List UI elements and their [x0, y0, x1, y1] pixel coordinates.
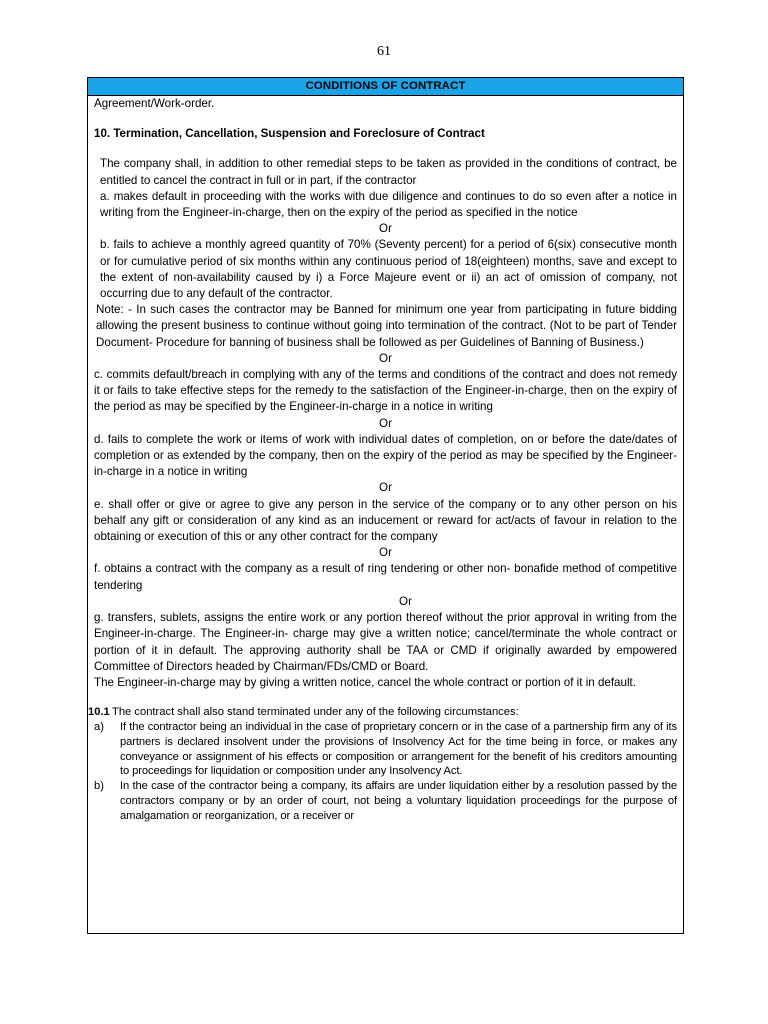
clause-a: a. makes default in proceeding with the works with due diligence and continues to do so even after a notice in writing from the Engineer-in-charge, then on the expiry of the period as specified in the notice — [100, 189, 677, 220]
or-separator: Or — [379, 222, 392, 236]
document-content — [88, 96, 683, 823]
closing-paragraph: The Engineer-in-charge may by giving a written notice, cancel the whole contract or portion of it in default. — [94, 675, 636, 689]
section-heading: 10. Termination, Cancellation, Suspension and Foreclosure of Contract — [94, 127, 485, 141]
clause-b: b. fails to achieve a monthly agreed quantity of 70% (Seventy percent) for a period of 6(six) consecutive month or for cumulative period of six months within any continuous period of 18(eighteen) months, save and except to the extent of non-availability caused by i) a Force Majeure event or ii) an act of omission of company, not occurring due to any default of the contractor. — [100, 238, 677, 301]
clause-c: c. commits default/breach in complying with any of the terms and conditions of the contract and does not remedy it or fails to take effective steps for the remedy to the satisfaction of the Engineer-in-charge, then on the expiry of the period as may be specified by the Engineer-in-charge in a notice in writing — [94, 368, 677, 414]
clause-f: f. obtains a contract with the company as a result of ring tendering or other non- bonafide method of competitive tendering — [94, 562, 677, 592]
note-paragraph: Note: - In such cases the contractor may be Banned for minimum one year from participating in future bidding allowing the present business to continue without going into termination of the contract. (Not to be part of Tender Document- Procedure for banning of business shall be followed as per Guidelines of Banning of Business.) — [96, 303, 677, 349]
or-separator: Or — [399, 594, 412, 608]
list-item-text: In the case of the contractor being a company, its affairs are under liquidation either by a resolution passed by the contractors company or by an order of court, not being a voluntary liquidation proceedings for the purpose of amalgamation or reorganization, or a receiver or — [120, 780, 677, 822]
clause-e: e. shall offer or give or agree to give any person in the service of the company or to any other person on his behalf any gift or consideration of any kind as an inducement or reward for act/acts of favour in relation to the obtaining or execution of this or any other contract for the company — [94, 497, 677, 544]
or-separator: Or — [379, 351, 392, 365]
list-item-label: a) — [94, 720, 104, 733]
or-separator: Or — [379, 416, 392, 430]
document-frame — [87, 77, 684, 934]
list-item-label: b) — [94, 780, 104, 793]
intro-line: Agreement/Work-order. — [94, 97, 215, 110]
or-separator: Or — [379, 546, 392, 560]
list-item — [94, 779, 677, 823]
page-number: 61 — [377, 44, 391, 59]
subsection-number: 10.1 — [88, 706, 110, 719]
clause-g: g. transfers, sublets, assigns the entire work or any portion thereof without the prior approval in writing from the Engineer-in-charge. The Engineer-in- charge may give a written notice; cancel/terminate the whole contract or portion of it in default. The approving authority shall be TAA or CMD if originally awarded by empowered Committee of Directors headed by Chairman/FDs/CMD or Board. — [94, 611, 677, 673]
list-item — [94, 720, 677, 779]
list-item-text: If the contractor being an individual in the case of proprietary concern or in the case of a partnership firm any of its partners is declared insolvent under the provisions of Insolvency Act for the time being in force, or makes any conveyance or assignment of his effects or composition or arrangement for the benefit of his creditors amounting to proceedings for liquidation or composition under any Insolvency Act. — [120, 720, 677, 778]
section-header: CONDITIONS OF CONTRACT — [88, 78, 683, 96]
or-separator: Or — [379, 481, 392, 495]
lead-paragraph: The company shall, in addition to other remedial steps to be taken as provided in the conditions of contract, be entitled to cancel the contract in full or in part, if the contractor — [100, 157, 677, 187]
subsection-heading: The contract shall also stand terminated under any of the following circumstances: — [112, 706, 519, 719]
clause-d: d. fails to complete the work or items of work with individual dates of completion, on or before the date/dates of completion or as extended by the company, then on the expiry of the period as may be specified by the Engineer-in-charge in a notice in writing — [94, 432, 677, 479]
subsection-heading-row — [88, 705, 677, 720]
